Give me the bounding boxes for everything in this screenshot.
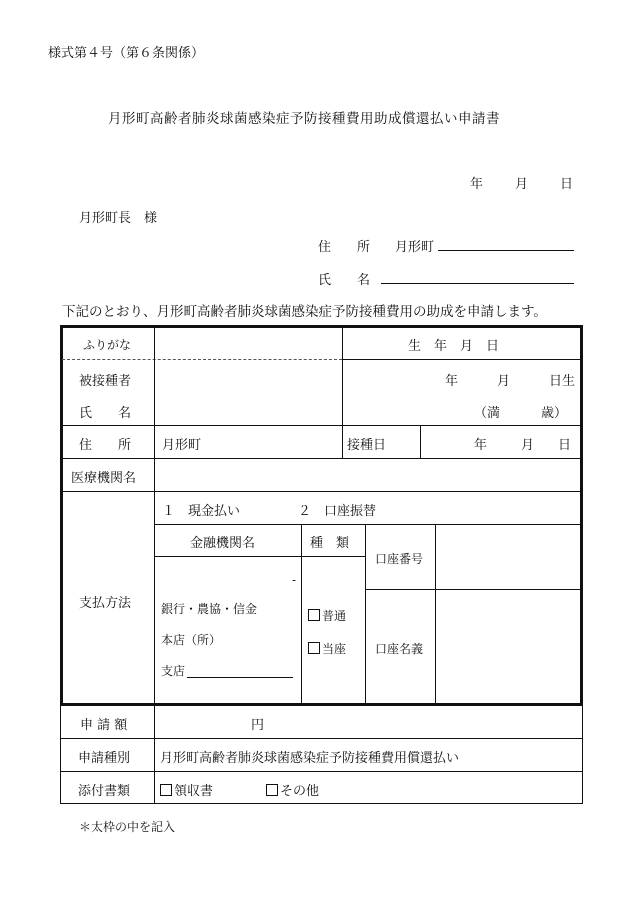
checkbox-current[interactable] <box>308 642 320 654</box>
applicant-name-label: 氏 名 <box>318 273 371 288</box>
lower-left-border <box>60 705 61 804</box>
thick-frame-bottom <box>60 703 583 706</box>
row-divider-category <box>60 771 583 772</box>
checkbox-normal[interactable] <box>308 609 320 621</box>
row-divider-name <box>62 425 581 426</box>
applicant-address-prefix: 月形町 <box>395 240 435 255</box>
attach-other-label: その他 <box>280 784 320 799</box>
addressee: 月形町長 様 <box>79 211 158 226</box>
address-value: 月形町 <box>162 438 202 453</box>
bank-types: 銀行・農協・信金 <box>161 602 258 616</box>
type-normal-option[interactable] <box>308 607 346 624</box>
birth-header: 生 年 月 日 <box>408 339 500 354</box>
furigana-field[interactable] <box>156 330 340 358</box>
vacc-date-divider <box>420 425 421 458</box>
payment-method-label: 支払方法 <box>79 596 132 611</box>
account-holder-label: 口座名義 <box>375 642 424 656</box>
bank-column-divider <box>301 524 302 703</box>
medical-institution-label: 医療機関名 <box>71 471 137 486</box>
row-divider-medical <box>62 491 581 492</box>
type-current-label: 当座 <box>322 642 347 656</box>
patient-name-field[interactable] <box>156 361 340 423</box>
medical-institution-field[interactable] <box>156 460 580 490</box>
branch-label: 支店 <box>161 664 186 678</box>
dash-mark: - <box>292 573 297 587</box>
vaccination-month: 月 <box>521 438 535 453</box>
thick-frame-right <box>580 325 583 706</box>
vaccination-day: 日 <box>558 438 572 453</box>
date-month-label: 月 <box>515 177 529 192</box>
category-value: 月形町高齢者肺炎球菌感染症予防接種費用償還払い <box>160 751 460 766</box>
birth-day: 日生 <box>549 374 576 389</box>
furigana-divider <box>62 359 342 360</box>
amount-label: 申 請 額 <box>80 718 128 733</box>
thick-frame-top <box>60 325 583 328</box>
label-column-divider <box>154 328 155 804</box>
age-close: 歳） <box>541 406 568 421</box>
date-day-label: 日 <box>560 177 574 192</box>
thick-frame-left <box>60 325 63 706</box>
birth-year: 年 <box>445 374 459 389</box>
attach-receipt-option[interactable] <box>160 780 213 799</box>
birth-header-divider <box>342 359 581 360</box>
row-divider-amount <box>60 738 583 739</box>
furigana-label: ふりがな <box>83 338 132 352</box>
row-divider-bank-header <box>154 556 365 557</box>
lower-right-border <box>582 705 583 804</box>
footnote: ＊太枠の中を記入 <box>79 820 176 834</box>
form-number: 様式第４号（第６条関係） <box>48 46 205 61</box>
attach-other-option[interactable] <box>266 780 319 799</box>
row-divider-address <box>62 458 581 459</box>
document-title: 月形町高齢者肺炎球菌感染症予防接種費用助成償還払い申請書 <box>108 111 500 127</box>
branch-field[interactable] <box>187 663 293 678</box>
applicant-address-field[interactable] <box>438 236 574 251</box>
account-number-label: 口座番号 <box>375 552 424 566</box>
attachments-label: 添付書類 <box>78 784 131 799</box>
row-divider-payment-options <box>154 524 581 525</box>
date-year-label: 年 <box>470 177 484 192</box>
type-normal-label: 普通 <box>322 609 347 623</box>
address-label: 住 所 <box>79 438 132 453</box>
account-type-header: 種 類 <box>310 536 350 551</box>
intro-text: 下記のとおり、月形町高齢者肺炎球菌感染症予防接種費用の助成を申請します。 <box>62 304 547 320</box>
checkbox-other[interactable] <box>266 784 278 796</box>
vaccination-date-label: 接種日 <box>347 438 387 453</box>
lower-bottom-border <box>60 803 583 804</box>
row-divider-account <box>365 589 581 590</box>
birth-month: 月 <box>497 374 511 389</box>
checkbox-receipt[interactable] <box>160 784 172 796</box>
attach-receipt-label: 領収書 <box>174 784 214 799</box>
amount-unit: 円 <box>251 718 265 733</box>
vaccination-year: 年 <box>474 438 488 453</box>
type-current-option[interactable] <box>308 640 346 657</box>
applicant-address-label: 住 所 <box>318 240 371 255</box>
patient-label-2: 氏 名 <box>79 406 132 421</box>
payment-option-cash[interactable]: １ 現金払い <box>162 504 241 519</box>
age-open: （満 <box>474 406 501 421</box>
bank-name-header: 金融機関名 <box>190 536 256 551</box>
category-label: 申請種別 <box>78 751 131 766</box>
patient-label-1: 被接種者 <box>79 374 132 389</box>
account-label-divider <box>435 524 436 703</box>
payment-option-transfer[interactable]: ２ 口座振替 <box>298 504 377 519</box>
head-office: 本店（所） <box>161 633 222 647</box>
type-column-divider <box>365 524 366 703</box>
applicant-name-field[interactable] <box>381 269 574 284</box>
birth-column-divider <box>342 328 343 458</box>
